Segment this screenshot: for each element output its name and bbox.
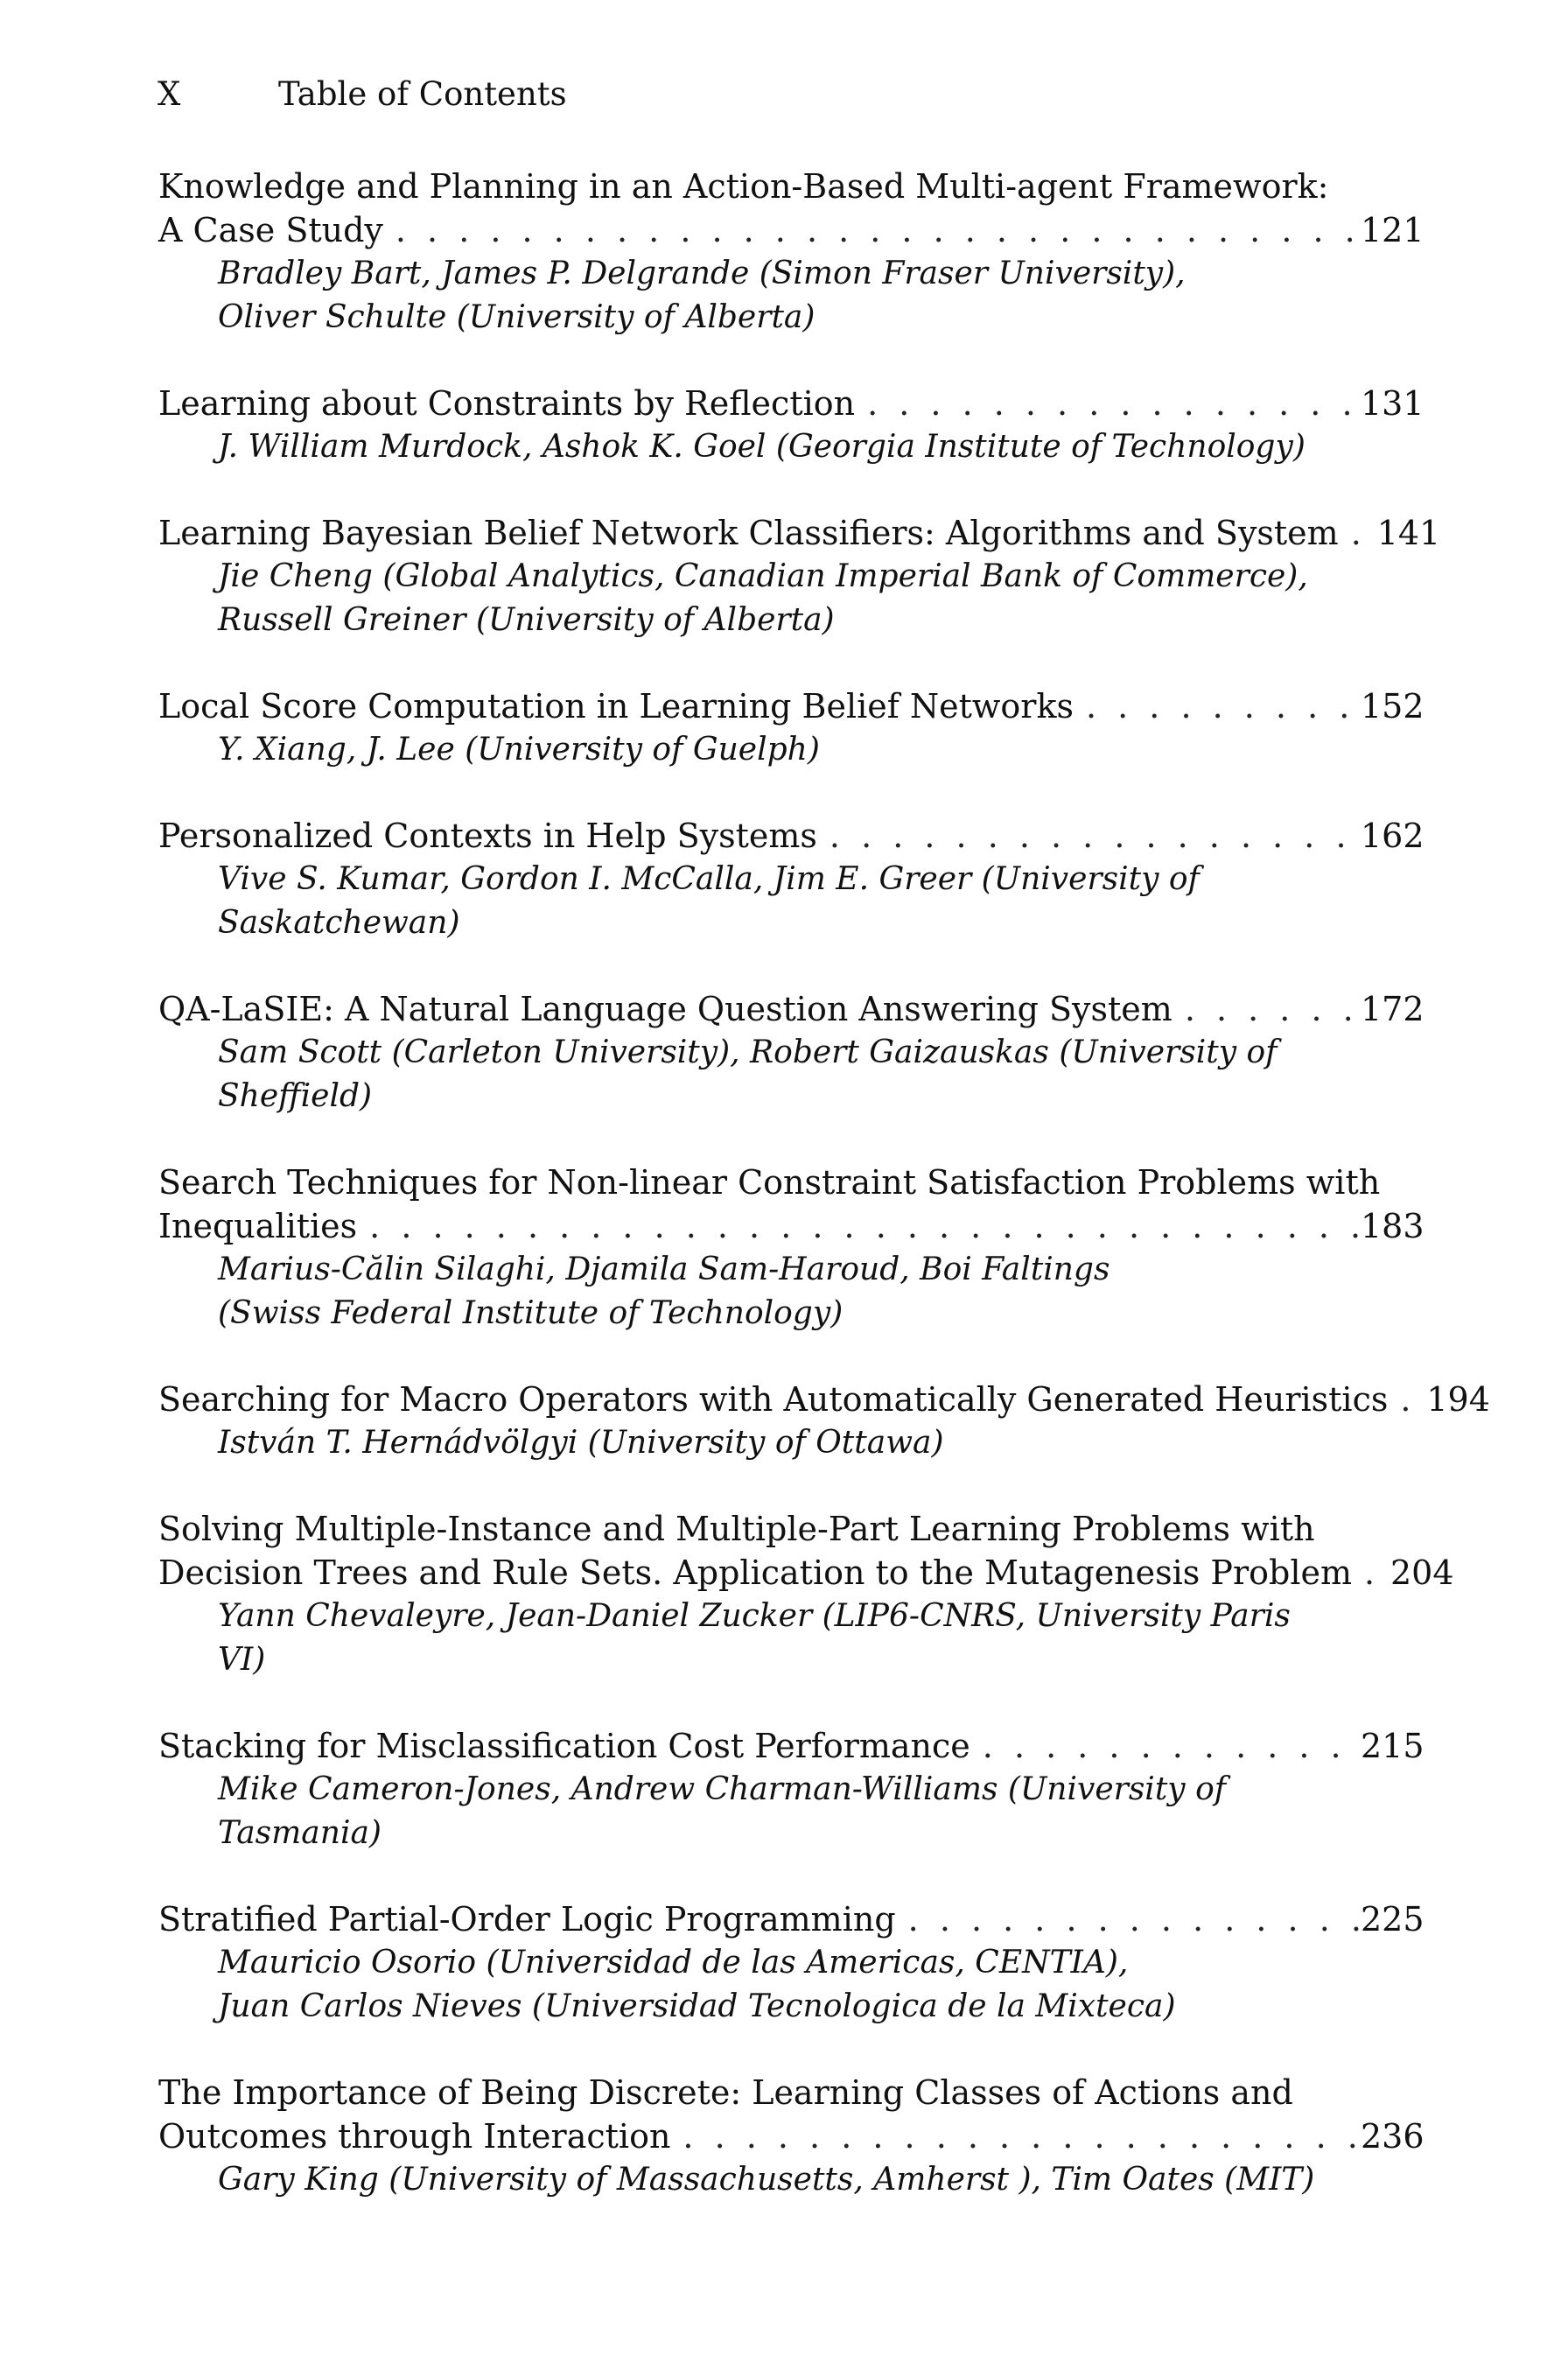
dot-leader: [1339, 511, 1377, 555]
entry-authors-line: Marius-Călin Silaghi, Djamila Sam-Haroud, Boi Faltings: [218, 1252, 1110, 1287]
entry-authors-line: Jie Cheng (Global Analytics, Canadian Imperial Bank of Commerce),: [218, 558, 1308, 594]
entry-page-number: 194: [1426, 1380, 1490, 1419]
entry-title-line: Decision Trees and Rule Sets. Application to the Mutagenesis Problem: [158, 1553, 1352, 1592]
entry-authors-line: (Swiss Federal Institute of Technology): [218, 1295, 844, 1331]
toc-entry: [158, 1507, 1454, 1682]
entry-title-line: Solving Multiple-Instance and Multiple-Part Learning Problems with: [158, 1510, 1315, 1548]
entry-title-row: [158, 2114, 1424, 2158]
entry-title-line: Inequalities: [158, 1207, 358, 1245]
entry-authors-line: Russell Greiner (University of Alberta): [218, 602, 835, 638]
entry-authors-line: J. William Murdock, Ashok K. Goel (Georgia Institute of Technology): [218, 429, 1306, 465]
table-of-contents: [158, 165, 1490, 2244]
toc-entry: [158, 165, 1424, 340]
entry-page-number: 215: [1361, 1727, 1424, 1765]
entry-page-number: 152: [1361, 687, 1424, 726]
entry-title-row: [158, 814, 1424, 858]
entry-title-row: [158, 1204, 1424, 1248]
dot-leader: [1172, 987, 1361, 1031]
dot-leader: [970, 1724, 1361, 1768]
entry-title-line: Personalized Contexts in Help Systems: [158, 817, 817, 855]
running-header: [158, 75, 567, 114]
dot-leader: [1074, 684, 1361, 728]
toc-entry: [158, 511, 1441, 642]
entry-authors-line: Sam Scott (Carleton University), Robert Gaizauskas (University of: [218, 1034, 1278, 1070]
entry-title-line: Stacking for Misclassification Cost Performance: [158, 1727, 970, 1765]
entry-title-line: Stratified Partial-Order Logic Programming: [158, 1900, 896, 1939]
entry-title-line: Search Techniques for Non-linear Constraint Satisfaction Problems with: [158, 1163, 1381, 1202]
toc-entry: [158, 1160, 1424, 1336]
entry-authors-line: Yann Chevaleyre, Jean-Daniel Zucker (LIP6-CNRS, University Paris: [218, 1598, 1291, 1634]
toc-entry: [158, 2071, 1424, 2202]
entry-title-row: [158, 987, 1424, 1031]
dot-leader: [357, 1204, 1361, 1248]
entry-authors-line: Saskatchewan): [218, 905, 460, 941]
toc-entry: [158, 1724, 1424, 1855]
entry-title-line: A Case Study: [158, 211, 383, 249]
entry-authors-line: Gary King (University of Massachusetts, Amherst ), Tim Oates (MIT): [218, 2162, 1315, 2198]
entry-title-row: [158, 684, 1424, 728]
dot-leader: [670, 2114, 1361, 2158]
entry-authors-line: Tasmania): [218, 1815, 382, 1851]
entry-authors-line: Oliver Schulte (University of Alberta): [218, 299, 816, 335]
entry-authors-line: Juan Carlos Nieves (Universidad Tecnologica de la Mixteca): [218, 1988, 1176, 2024]
running-title: Table of Contents: [278, 75, 567, 113]
toc-entry: [158, 814, 1424, 945]
entry-page-number: 236: [1361, 2117, 1424, 2156]
dot-leader: [855, 382, 1361, 425]
entry-title-line: QA-LaSIE: A Natural Language Question Answering System: [158, 990, 1172, 1028]
entry-title-row: [158, 382, 1424, 425]
entry-title-line: Learning Bayesian Belief Network Classifiers: Algorithms and System: [158, 514, 1339, 552]
entry-title-line: The Importance of Being Discrete: Learning Classes of Actions and: [158, 2073, 1293, 2112]
entry-authors-line: Mauricio Osorio (Universidad de las Americas, CENTIA),: [218, 1945, 1129, 1981]
entry-title-row: [158, 1724, 1424, 1768]
entry-title-line: Outcomes through Interaction: [158, 2117, 671, 2156]
page-number: X: [158, 75, 181, 113]
entry-page-number: 162: [1361, 817, 1424, 855]
entry-authors-line: Bradley Bart, James P. Delgrande (Simon Fraser University),: [218, 256, 1186, 291]
entry-title-line: Searching for Macro Operators with Automatically Generated Heuristics: [158, 1380, 1389, 1419]
toc-entry: [158, 987, 1424, 1118]
dot-leader: [896, 1897, 1361, 1941]
dot-leader: [383, 208, 1361, 252]
entry-title-line: Knowledge and Planning in an Action-Based Multi-agent Framework:: [158, 167, 1329, 206]
entry-title-row: [158, 1551, 1454, 1595]
entry-page-number: 225: [1361, 1900, 1424, 1939]
dot-leader: [1352, 1551, 1390, 1595]
entry-authors-line: VI): [218, 1642, 266, 1678]
entry-authors-line: Y. Xiang, J. Lee (University of Guelph): [218, 732, 820, 768]
entry-page-number: 121: [1361, 211, 1424, 249]
entry-title-line: Local Score Computation in Learning Belief Networks: [158, 687, 1074, 726]
entry-page-number: 131: [1361, 384, 1424, 423]
toc-entry: [158, 1897, 1424, 2029]
entry-title-row: [158, 208, 1424, 252]
entry-page-number: 183: [1361, 1207, 1424, 1245]
toc-entry: [158, 382, 1424, 469]
entry-authors-line: István T. Hernádvölgyi (University of Ottawa): [218, 1425, 944, 1461]
entry-page-number: 204: [1390, 1553, 1454, 1592]
toc-entry: [158, 1378, 1490, 1465]
entry-authors-line: Sheffield): [218, 1078, 373, 1114]
dot-leader: [1388, 1378, 1426, 1421]
entry-title-row: [158, 1897, 1424, 1941]
dot-leader: [817, 814, 1361, 858]
entry-title-line: Learning about Constraints by Reflection: [158, 384, 856, 423]
entry-page-number: 172: [1361, 990, 1424, 1028]
toc-entry: [158, 684, 1424, 772]
entry-title-row: [158, 1378, 1490, 1421]
entry-authors-line: Mike Cameron-Jones, Andrew Charman-Williams (University of: [218, 1771, 1227, 1807]
entry-authors-line: Vive S. Kumar, Gordon I. McCalla, Jim E. Greer (University of: [218, 861, 1200, 897]
entry-title-row: [158, 511, 1441, 555]
entry-page-number: 141: [1376, 514, 1441, 552]
